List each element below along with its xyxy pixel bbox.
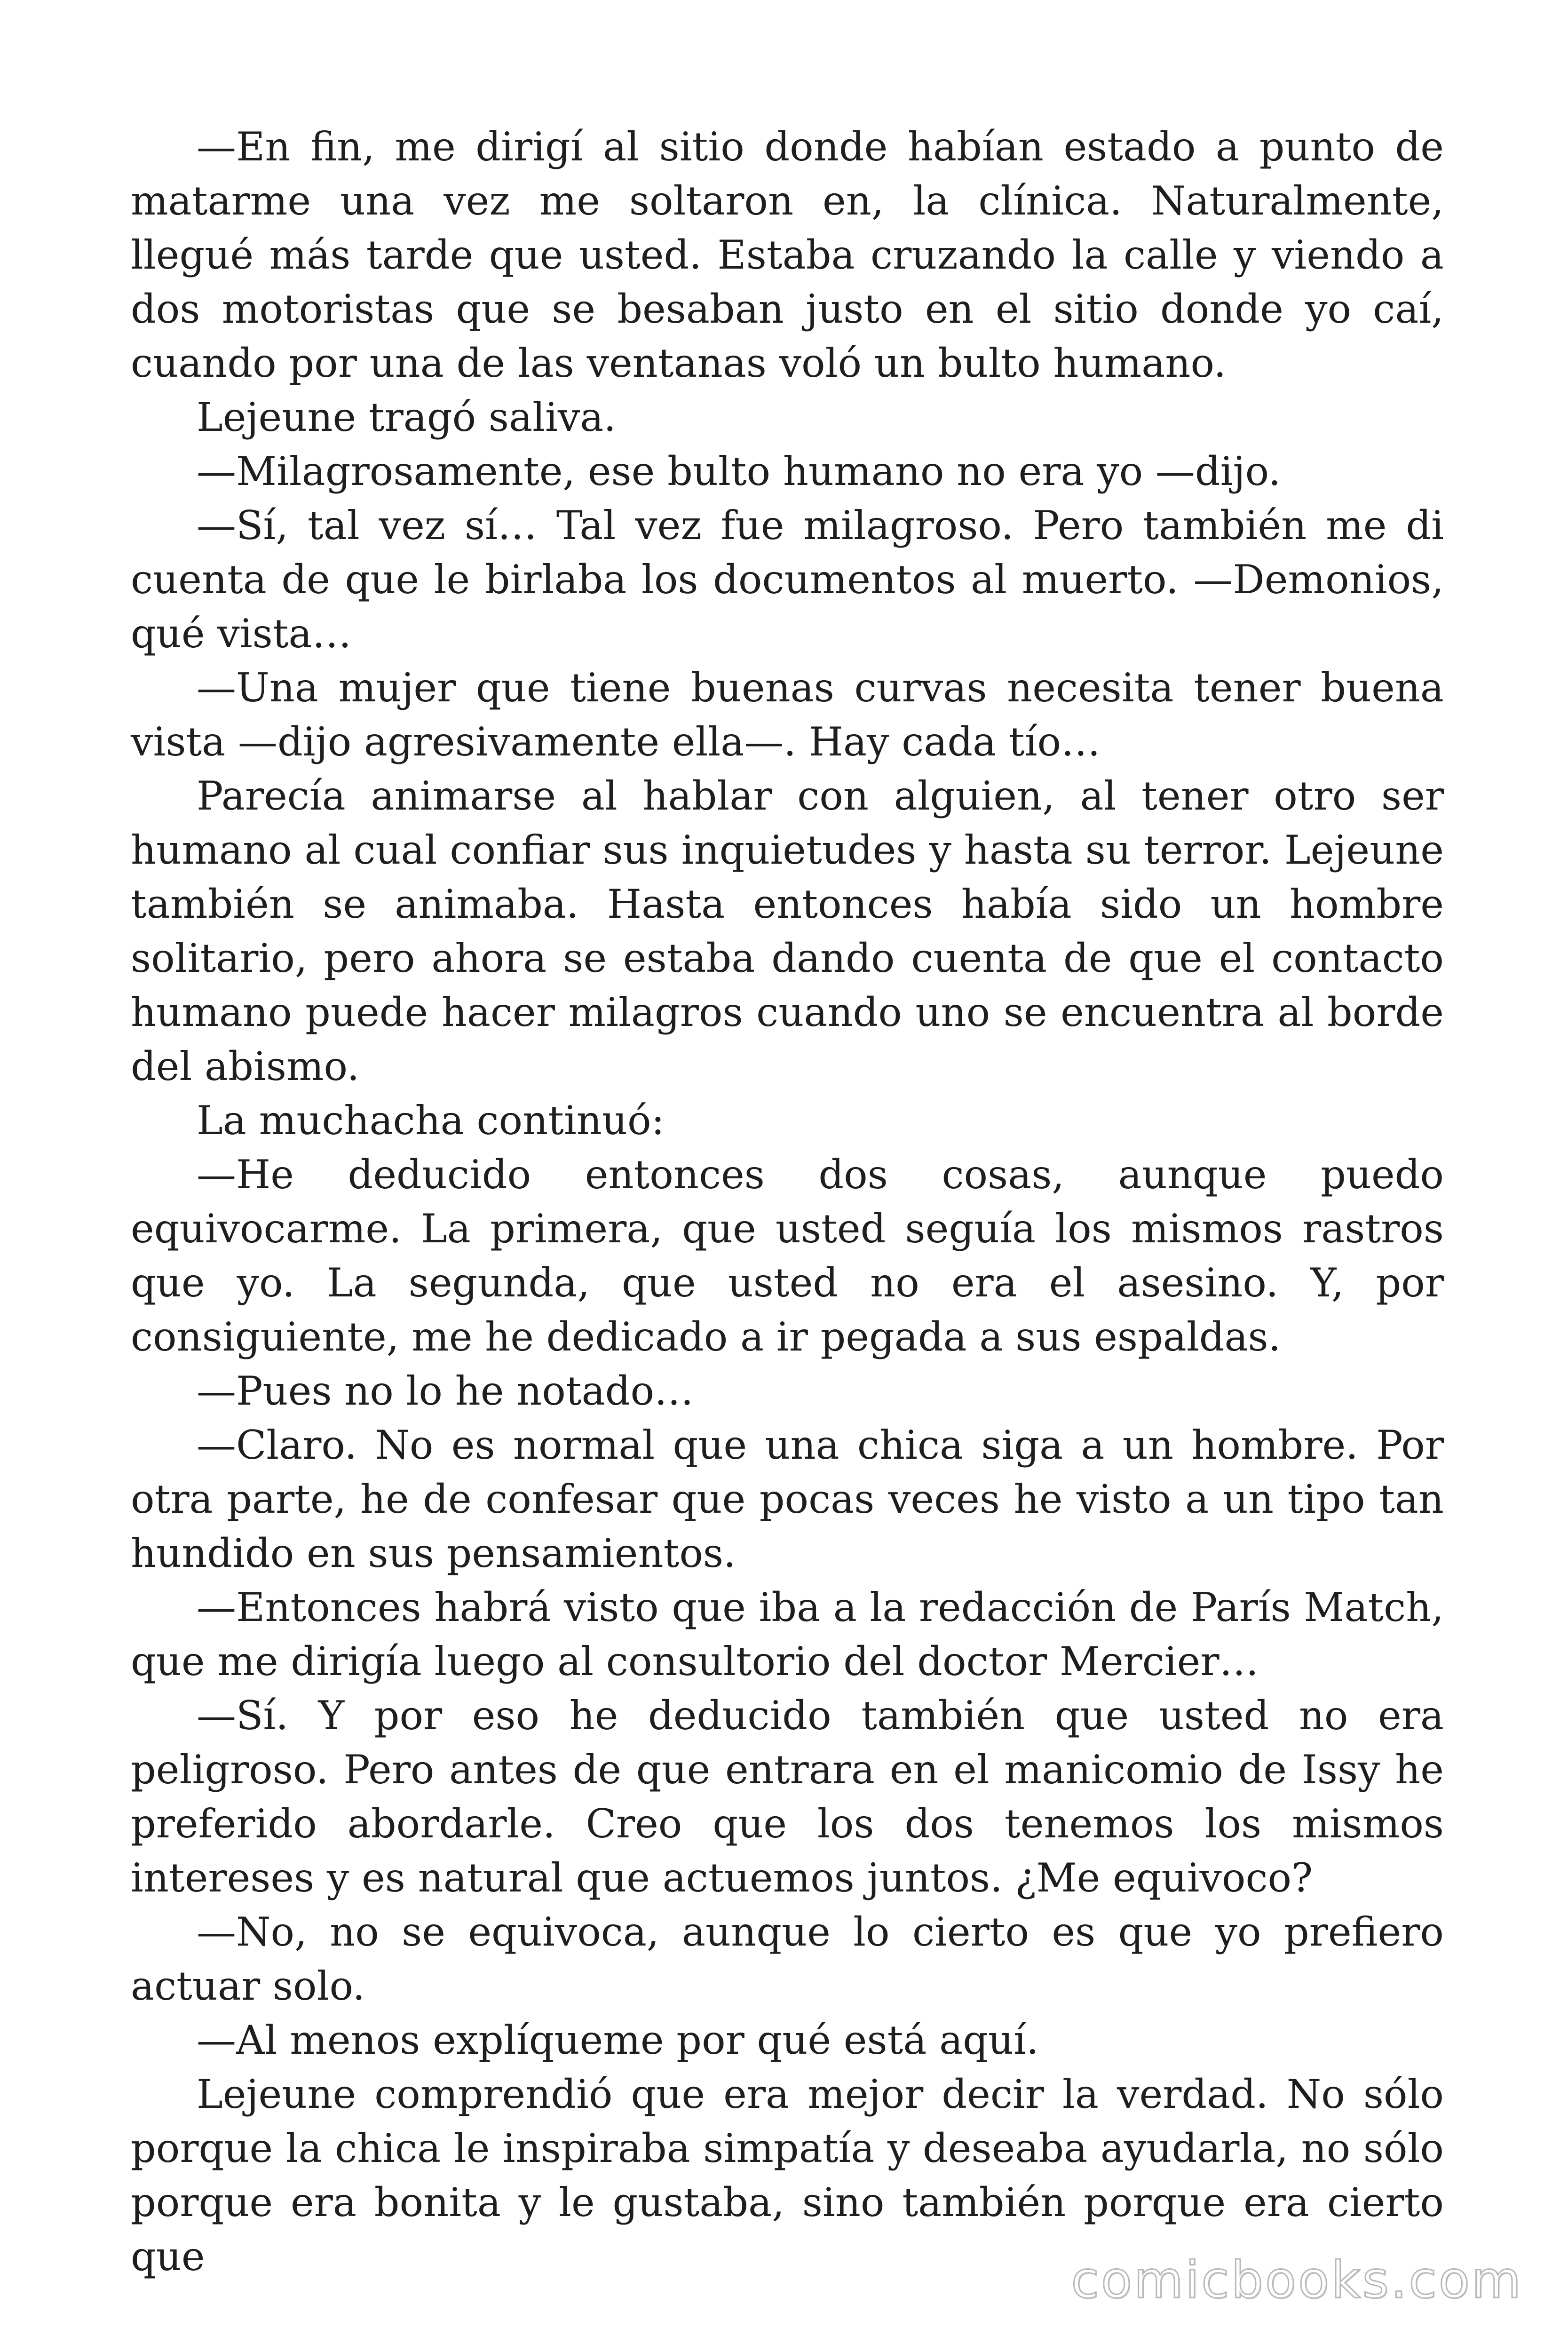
paragraph: —No, no se equivoca, aunque lo cierto es que yo prefiero actuar solo. <box>131 1909 1444 2009</box>
paragraph: —Milagrosamente, ese bulto humano no era yo —dijo. <box>197 448 1281 494</box>
paragraph: Lejeune tragó saliva. <box>197 394 617 440</box>
paragraph: —Pues no lo he notado… <box>197 1368 694 1414</box>
watermark: comicbooks.com <box>1071 2251 1523 2310</box>
paragraph: —Sí, tal vez sí… Tal vez fue milagroso. Pero también me di cuenta de que le birlaba los documentos al muerto. —Demonios, qué vista… <box>131 502 1444 657</box>
paragraph: —Sí. Y por eso he deducido también que usted no era peligroso. Pero antes de que entrara en el manicomio de Issy he preferido abordarle. Creo que los dos tenemos los mismos intereses y es natural que actuemos juntos. ¿Me equivoco? <box>131 1692 1444 1901</box>
paragraph: —Entonces habrá visto que iba a la redacción de París Match, que me dirigía luego al consultorio del doctor Mercier… <box>131 1584 1444 1685</box>
paragraph: —Al menos explíqueme por qué está aquí. <box>197 2017 1039 2063</box>
body-text <box>131 120 1444 2284</box>
paragraph: Lejeune comprendió que era mejor decir la verdad. No sólo porque la chica le inspiraba simpatía y deseaba ayudarla, no sólo porque era bonita y le gustaba, sino también porque era cierto que <box>131 2071 1444 2280</box>
paragraph: —He deducido entonces dos cosas, aunque puedo equivocarme. La primera, que usted seguía los mismos rastros que yo. La segunda, que usted no era el asesino. Y, por consiguiente, me he dedicado a ir pegada a sus espaldas. <box>131 1152 1444 1360</box>
paragraph: —En fin, me dirigí al sitio donde habían estado a punto de matarme una vez me soltaron en, la clínica. Naturalmente, llegué más tarde que usted. Estaba cruzando la calle y viendo a dos motoristas que se besaban justo en el sitio donde yo caí, cuando por una de las ventanas voló un bulto humano. <box>131 124 1444 386</box>
paragraph: La muchacha continuó: <box>197 1097 665 1144</box>
paragraph: Parecía animarse al hablar con alguien, al tener otro ser humano al cual confiar sus inquietudes y hasta su terror. Lejeune también se animaba. Hasta entonces había sido un hombre solitario, pero ahora se estaba dando cuenta de que el contacto humano puede hacer milagros cuando uno se encuentra al borde del abismo. <box>131 773 1444 1089</box>
paragraph: —Claro. No es normal que una chica siga a un hombre. Por otra parte, he de confesar que pocas veces he visto a un tipo tan hundido en sus pensamientos. <box>131 1422 1444 1576</box>
paragraph: —Una mujer que tiene buenas curvas necesita tener buena vista —dijo agresivamente ella—. Hay cada tío… <box>131 665 1444 765</box>
